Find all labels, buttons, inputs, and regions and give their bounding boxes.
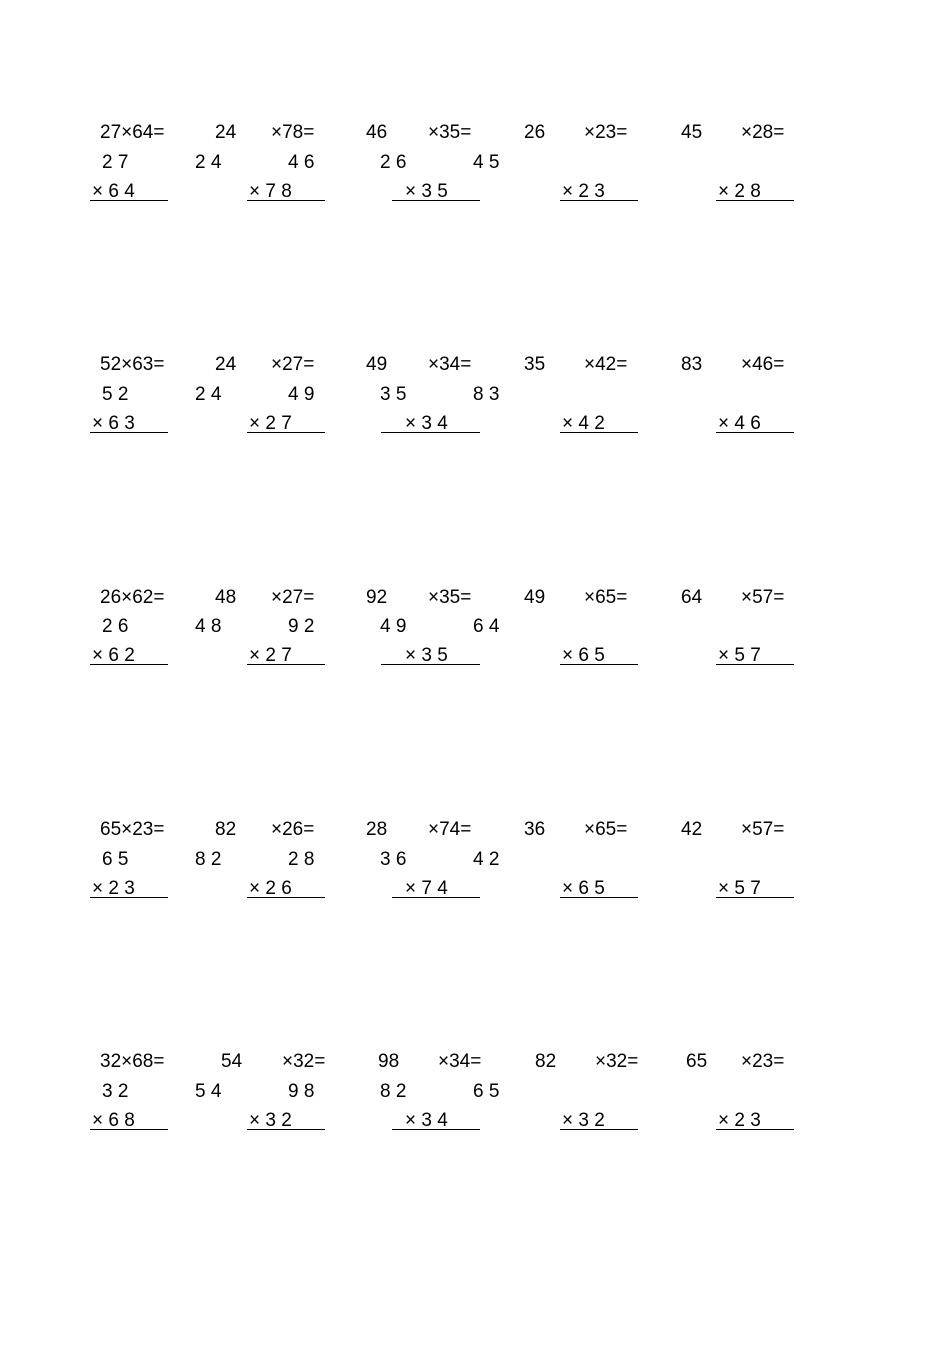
- vertical-top-number: 2 4: [195, 152, 222, 173]
- answer-underline: [560, 664, 638, 665]
- header-problem: 52×63=: [100, 354, 165, 375]
- answer-underline: [247, 432, 325, 433]
- vertical-top-number: 4 9: [288, 384, 315, 405]
- vertical-multiplier: × 2 7: [249, 413, 292, 434]
- vertical-multiplier: × 3 4: [405, 1110, 448, 1131]
- vertical-multiplier: × 2 7: [249, 645, 292, 666]
- vertical-top-number: 2 6: [102, 616, 129, 637]
- vertical-multiplier: × 6 5: [562, 878, 605, 899]
- vertical-top-number: 6 4: [473, 616, 500, 637]
- header-factor: ×34=: [438, 1051, 482, 1072]
- answer-underline: [247, 200, 325, 201]
- vertical-multiplier: × 6 3: [92, 413, 135, 434]
- vertical-multiplier: × 3 5: [405, 645, 448, 666]
- header-factor: ×65=: [584, 587, 628, 608]
- answer-underline: [392, 200, 480, 201]
- vertical-multiplier: × 3 2: [562, 1110, 605, 1131]
- header-number: 82: [535, 1051, 557, 1072]
- answer-underline: [90, 432, 168, 433]
- header-number: 24: [215, 354, 237, 375]
- answer-underline: [716, 897, 794, 898]
- vertical-multiplier: × 4 2: [562, 413, 605, 434]
- vertical-top-number: 3 6: [380, 849, 407, 870]
- header-factor: ×27=: [271, 354, 315, 375]
- vertical-top-number: 8 2: [380, 1081, 407, 1102]
- vertical-multiplier: × 5 7: [718, 645, 761, 666]
- header-number: 24: [215, 122, 237, 143]
- header-factor: ×65=: [584, 819, 628, 840]
- header-factor: ×35=: [428, 122, 472, 143]
- header-factor: ×32=: [595, 1051, 639, 1072]
- vertical-multiplier: × 2 8: [718, 181, 761, 202]
- vertical-multiplier: × 7 4: [405, 878, 448, 899]
- header-number: 46: [366, 122, 388, 143]
- answer-underline: [716, 432, 794, 433]
- header-problem: 32×68=: [100, 1051, 165, 1072]
- vertical-multiplier: × 3 4: [405, 413, 448, 434]
- header-factor: ×27=: [271, 587, 315, 608]
- vertical-multiplier: × 6 4: [92, 181, 135, 202]
- vertical-top-number: 2 8: [288, 849, 315, 870]
- header-number: 28: [366, 819, 388, 840]
- answer-underline: [392, 1129, 480, 1130]
- header-factor: ×32=: [282, 1051, 326, 1072]
- vertical-top-number: 6 5: [102, 849, 129, 870]
- answer-underline: [560, 432, 638, 433]
- answer-underline: [381, 432, 480, 433]
- header-number: 26: [524, 122, 546, 143]
- header-number: 92: [366, 587, 388, 608]
- vertical-top-number: 9 8: [288, 1081, 315, 1102]
- header-number: 83: [681, 354, 703, 375]
- vertical-multiplier: × 4 6: [718, 413, 761, 434]
- header-factor: ×26=: [271, 819, 315, 840]
- header-number: 82: [215, 819, 237, 840]
- vertical-top-number: 3 5: [380, 384, 407, 405]
- answer-underline: [247, 897, 325, 898]
- answer-underline: [247, 1129, 325, 1130]
- vertical-multiplier: × 6 8: [92, 1110, 135, 1131]
- header-number: 49: [524, 587, 546, 608]
- vertical-multiplier: × 2 3: [718, 1110, 761, 1131]
- answer-underline: [716, 1129, 794, 1130]
- vertical-top-number: 4 2: [473, 849, 500, 870]
- vertical-multiplier: × 2 3: [92, 878, 135, 899]
- vertical-multiplier: × 3 5: [405, 181, 448, 202]
- header-factor: ×34=: [428, 354, 472, 375]
- header-number: 49: [366, 354, 388, 375]
- header-factor: ×57=: [741, 587, 785, 608]
- header-factor: ×46=: [741, 354, 785, 375]
- answer-underline: [716, 200, 794, 201]
- vertical-top-number: 4 6: [288, 152, 315, 173]
- vertical-top-number: 8 2: [195, 849, 222, 870]
- header-factor: ×23=: [741, 1051, 785, 1072]
- answer-underline: [90, 897, 168, 898]
- vertical-top-number: 6 5: [473, 1081, 500, 1102]
- vertical-multiplier: × 2 3: [562, 181, 605, 202]
- answer-underline: [560, 897, 638, 898]
- header-number: 35: [524, 354, 546, 375]
- answer-underline: [247, 664, 325, 665]
- header-factor: ×74=: [428, 819, 472, 840]
- vertical-top-number: 5 4: [195, 1081, 222, 1102]
- answer-underline: [392, 897, 480, 898]
- vertical-top-number: 4 8: [195, 616, 222, 637]
- answer-underline: [90, 200, 168, 201]
- vertical-top-number: 3 2: [102, 1081, 129, 1102]
- vertical-multiplier: × 6 5: [562, 645, 605, 666]
- vertical-multiplier: × 2 6: [249, 878, 292, 899]
- vertical-multiplier: × 5 7: [718, 878, 761, 899]
- header-number: 54: [221, 1051, 243, 1072]
- vertical-top-number: 2 6: [380, 152, 407, 173]
- header-number: 48: [215, 587, 237, 608]
- header-factor: ×78=: [271, 122, 315, 143]
- answer-underline: [90, 1129, 168, 1130]
- answer-underline: [716, 664, 794, 665]
- header-number: 98: [378, 1051, 400, 1072]
- answer-underline: [560, 1129, 638, 1130]
- answer-underline: [560, 200, 638, 201]
- header-number: 36: [524, 819, 546, 840]
- vertical-top-number: 4 9: [380, 616, 407, 637]
- header-factor: ×35=: [428, 587, 472, 608]
- header-factor: ×42=: [584, 354, 628, 375]
- vertical-top-number: 2 7: [102, 152, 129, 173]
- vertical-top-number: 8 3: [473, 384, 500, 405]
- answer-underline: [381, 664, 480, 665]
- header-number: 64: [681, 587, 703, 608]
- answer-underline: [90, 664, 168, 665]
- header-factor: ×28=: [741, 122, 785, 143]
- vertical-top-number: 5 2: [102, 384, 129, 405]
- header-problem: 65×23=: [100, 819, 165, 840]
- header-number: 45: [681, 122, 703, 143]
- vertical-top-number: 4 5: [473, 152, 500, 173]
- vertical-multiplier: × 3 2: [249, 1110, 292, 1131]
- header-problem: 26×62=: [100, 587, 165, 608]
- vertical-multiplier: × 7 8: [249, 181, 292, 202]
- vertical-top-number: 9 2: [288, 616, 315, 637]
- header-number: 42: [681, 819, 703, 840]
- header-number: 65: [686, 1051, 708, 1072]
- header-problem: 27×64=: [100, 122, 165, 143]
- header-factor: ×57=: [741, 819, 785, 840]
- vertical-multiplier: × 6 2: [92, 645, 135, 666]
- vertical-top-number: 2 4: [195, 384, 222, 405]
- header-factor: ×23=: [584, 122, 628, 143]
